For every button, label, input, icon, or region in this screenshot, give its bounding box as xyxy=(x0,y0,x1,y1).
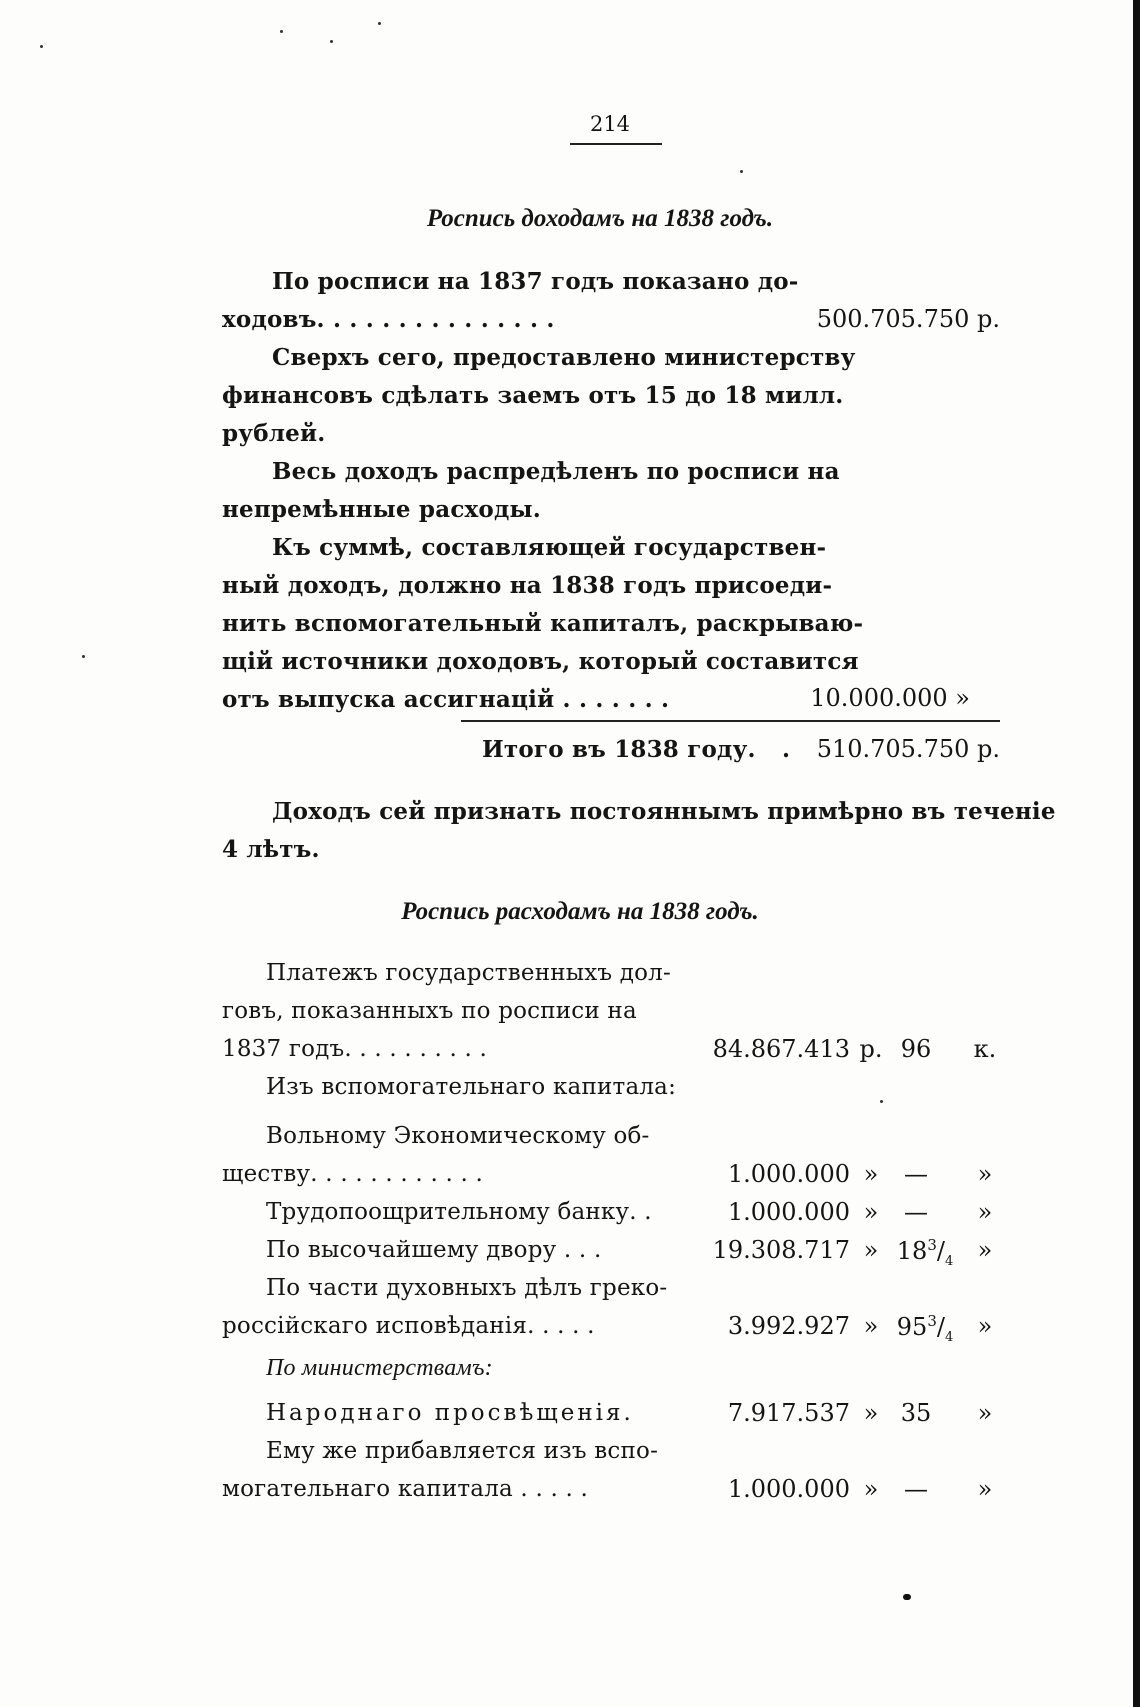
rubles-value: 1.000.000 xyxy=(727,1475,850,1503)
kopecks-unit: » xyxy=(977,1399,993,1427)
text-line: ный доходъ, должно на 1838 годъ присоеди- xyxy=(222,572,833,599)
scan-speck xyxy=(330,40,333,43)
expenses-heading: Роспись расходамъ на 1838 годъ. xyxy=(401,898,759,925)
expense-line: могательнаго капитала . . . . . xyxy=(222,1476,589,1502)
rubles-value: 1.000.000 xyxy=(727,1198,850,1226)
total-amount: 510.705.750 р. xyxy=(816,735,1000,763)
expense-line: россійскаго исповѣданія. . . . . xyxy=(222,1313,595,1339)
total-dots: . xyxy=(782,736,791,763)
rubles-unit: р. xyxy=(859,1035,883,1063)
text-line: Весь доходъ распредѣленъ по росписи на xyxy=(272,458,840,485)
kopecks-unit: » xyxy=(977,1160,993,1188)
expense-line: Изъ вспомогательнаго капитала: xyxy=(266,1074,677,1100)
assignation-amount: 10.000.000 » xyxy=(810,684,970,712)
expense-line: По высочайшему двору . . . xyxy=(266,1237,602,1263)
ministries-subheading: По министерствамъ: xyxy=(266,1355,493,1381)
rubles-unit: » xyxy=(863,1475,879,1503)
rubles-unit: » xyxy=(863,1236,879,1264)
note-line: Доходъ сей признать постояннымъ примѣрно въ теченіе xyxy=(272,798,1056,825)
scan-speck xyxy=(280,30,283,33)
kopecks-unit: » xyxy=(977,1198,993,1226)
scan-speck xyxy=(82,655,85,658)
rubles-unit: » xyxy=(863,1198,879,1226)
rubles-value: 7.917.537 xyxy=(727,1399,850,1427)
fraction-denominator: 4 xyxy=(944,1253,954,1269)
expense-line: Трудопоощрительному банку. . xyxy=(266,1199,652,1225)
scan-speck xyxy=(880,1100,883,1103)
kopecks-unit: к. xyxy=(973,1035,997,1063)
expense-line: Вольному Экономическому об- xyxy=(266,1123,650,1149)
text-line: непремѣнные расходы. xyxy=(222,496,541,523)
kopecks-whole: 18 xyxy=(896,1237,928,1265)
text-line: нить вспомогательный капиталъ, раскрываю- xyxy=(222,610,864,637)
kopecks-value: — xyxy=(904,1198,928,1226)
note-line: 4 лѣтъ. xyxy=(222,836,320,863)
sum-rule xyxy=(461,720,1000,722)
text-line: отъ выпуска ассигнацій . . . . . . . xyxy=(222,686,670,713)
expense-line: ществу. . . . . . . . . . . . xyxy=(222,1161,484,1187)
rubles-value: 1.000.000 xyxy=(727,1160,850,1188)
fraction-numerator: 3 xyxy=(927,1312,937,1330)
rubles-unit: » xyxy=(863,1399,879,1427)
rubles-value: 84.867.413 xyxy=(712,1035,850,1063)
text-line: финансовъ сдѣлать заемъ отъ 15 до 18 милл. xyxy=(222,382,844,409)
kopecks-whole: 95 xyxy=(896,1313,928,1341)
text-line: рублей. xyxy=(222,420,326,447)
expense-line: По части духовныхъ дѣлъ греко- xyxy=(266,1275,668,1301)
page-edge xyxy=(1133,0,1140,1707)
rubles-unit: » xyxy=(863,1312,879,1340)
rubles-unit: » xyxy=(863,1160,879,1188)
text-line: Сверхъ сего, предоставлено министерству xyxy=(272,344,856,371)
fraction-denominator: 4 xyxy=(944,1329,954,1345)
expense-line: Народнаго просвѣщенія. xyxy=(266,1400,634,1426)
scan-speck xyxy=(378,22,381,25)
text-line: По росписи на 1837 годъ показано до- xyxy=(272,268,799,295)
page-number-rule xyxy=(570,143,662,145)
expense-line: Ему же прибавляется изъ вспо- xyxy=(266,1438,659,1464)
expense-line: 1837 годъ. . . . . . . . . . xyxy=(222,1036,488,1062)
page-number: 214 xyxy=(589,112,631,136)
rubles-value: 19.308.717 xyxy=(712,1236,850,1264)
kopecks-unit: » xyxy=(977,1475,993,1503)
kopecks-fraction: $95^3/_4$ xyxy=(896,1312,954,1345)
scan-speck xyxy=(740,170,743,173)
text-line: щій источники доходовъ, который составится xyxy=(222,648,859,675)
expense-line: Платежъ государственныхъ дол- xyxy=(266,960,671,986)
rubles-value: 3.992.927 xyxy=(727,1312,850,1340)
kopecks-unit: » xyxy=(977,1236,993,1264)
revenue-heading: Роспись доходамъ на 1838 годъ. xyxy=(426,205,774,232)
revenue-amount: 500.705.750 р. xyxy=(816,305,1000,333)
text-line: ходовъ. . . . . . . . . . . . . . . xyxy=(222,306,555,333)
kopecks-value: 35 xyxy=(900,1399,932,1427)
fraction-numerator: 3 xyxy=(927,1236,937,1254)
kopecks-unit: » xyxy=(977,1312,993,1340)
total-label: Итого въ 1838 году. xyxy=(482,736,756,763)
kopecks-value: 96 xyxy=(900,1035,932,1063)
kopecks-value: — xyxy=(904,1475,928,1503)
expense-line: говъ, показанныхъ по росписи на xyxy=(222,998,637,1024)
kopecks-value: — xyxy=(904,1160,928,1188)
text-line: Къ суммѣ, составляющей государствен- xyxy=(272,534,827,561)
ink-blot xyxy=(903,1594,911,1600)
scan-speck xyxy=(40,45,43,48)
kopecks-fraction: $18^3/_4$ xyxy=(896,1236,954,1269)
